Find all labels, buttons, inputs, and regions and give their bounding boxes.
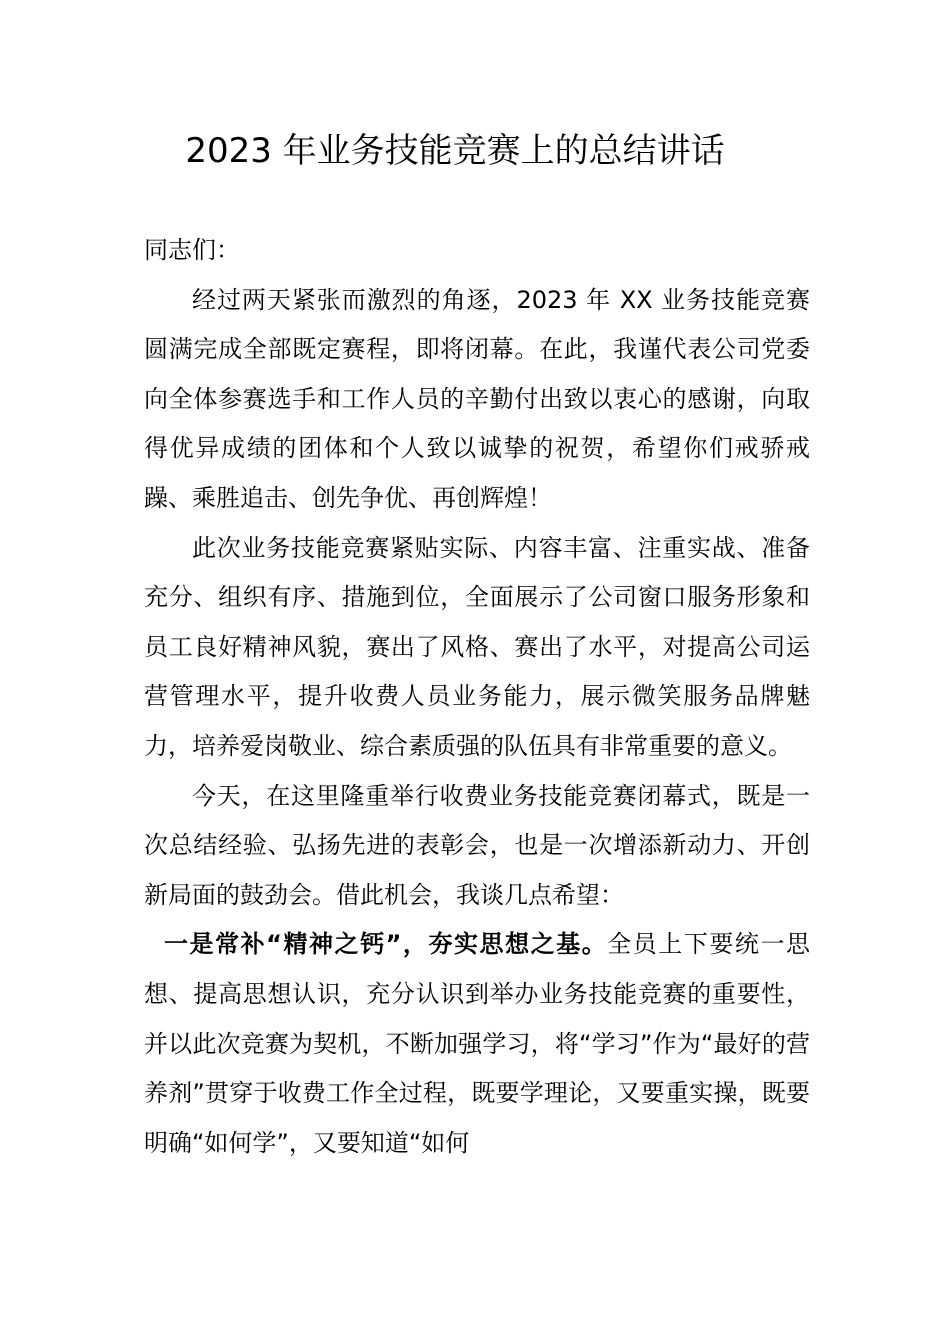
- document-body: [144, 226, 810, 1168]
- paragraph-2: 此次业务技能竞赛紧贴实际、内容丰富、注重实战、准备充分、组织有序、措施到位，全面展示了公司窗口服务形象和员工良好精神风貌，赛出了风格、赛出了水平，对提高公司运营管理水平，提升收费人员业务能力，展示微笑服务品牌魅力，培养爱岗敬业、综合素质强的队伍具有非常重要的意义。: [144, 533, 810, 760]
- paragraph-3: 今天，在这里隆重举行收费业务技能竞赛闭幕式，既是一次总结经验、弘扬先进的表彰会，也是一次增添新动力、开创新局面的鼓劲会。借此机会，我谈几点希望：: [144, 781, 810, 909]
- paragraph-4-text: 全员上下要统一思想、提高思想认识，充分认识到举办业务技能竞赛的重要性，并以此次竞赛为契机，不断加强学习，将“学习”作为“最好的营养剂”贯穿于收费工作全过程，既要学理论，又要重实操，既要明确“如何学”，又要知道“如何: [144, 930, 811, 1157]
- salutation: 同志们：: [144, 236, 240, 264]
- paragraph-4-lead: 一是常补“精神之钙”，夯实思想之基。: [164, 930, 608, 959]
- paragraph-1: 经过两天紧张而激烈的角逐，2023 年 XX 业务技能竞赛圆满完成全部既定赛程，即将闭幕。在此，我谨代表公司党委向全体参赛选手和工作人员的辛勤付出致以衷心的感谢，向取得优异成绩的团体和个人致以诚挚的祝贺，希望你们戒骄戒躁、乘胜追击、创先争优、再创辉煌！: [144, 285, 810, 512]
- document-title: 2023 年业务技能竞赛上的总结讲话: [185, 131, 725, 171]
- paragraph-4: [144, 920, 810, 1168]
